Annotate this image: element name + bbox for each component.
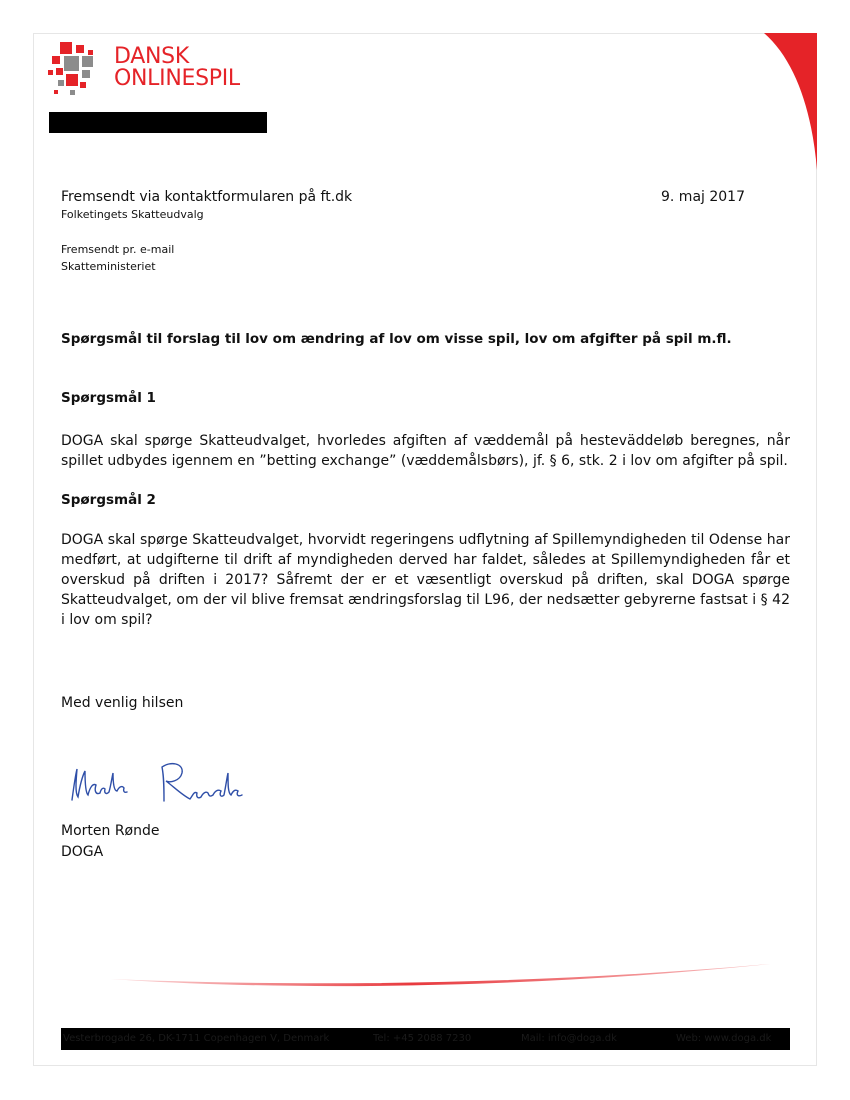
bottom-swoosh — [110, 955, 790, 995]
recipient-1: Folketingets Skatteudvalg — [61, 208, 204, 221]
signature-image — [60, 755, 260, 825]
logo-mark-icon — [46, 40, 108, 102]
redaction-bar — [49, 112, 267, 133]
question-2-body: DOGA skal spørge Skatteudvalget, hvorvidt regeringens udflytning af Spillemyndigheden til Odense har medført, at udgifterne til drift af myndigheden derved har faldet, således at Spillemyndigheden får et overskud på driften i 2017? Såfremt der er et væsentligt overskud på driften, skal DOGA spørge Skatteudvalget, om der vil blive fremsat ændringsforslag til L96, der nedsætter gebyrerne fastsat i § 42 i lov om spil? — [61, 532, 790, 628]
logo-line-2: ONLINESPIL — [114, 66, 240, 91]
question-1-body: DOGA skal spørge Skatteudvalget, hvorledes afgiften af væddemål på hesteväddeløb beregnes, når spillet udbydes igennem en ”betting exchange” (væddemålsbørs), jf. § 6, stk. 2 i lov om afgifter på spil. — [61, 433, 790, 469]
recipient-2: Skatteministeriet — [61, 260, 156, 273]
question-1-heading: Spørgsmål 1 — [61, 390, 156, 406]
footer-web: Web: www.doga.dk — [676, 1033, 772, 1044]
footer-mail: Mail: info@doga.dk — [521, 1033, 617, 1044]
logo — [46, 40, 266, 104]
closing: Med venlig hilsen — [61, 695, 184, 711]
letter-date: 9. maj 2017 — [661, 189, 745, 205]
question-2-heading: Spørgsmål 2 — [61, 492, 156, 508]
footer-address: Vesterbrogade 26, DK-1711 Copenhagen V, Denmark — [63, 1033, 330, 1044]
footer-bar — [61, 1028, 790, 1050]
logo-line-1: DANSK — [114, 44, 189, 69]
signer-name: Morten Rønde — [61, 823, 160, 839]
sent-email-line: Fremsendt pr. e-mail — [61, 243, 175, 256]
signer-organization: DOGA — [61, 844, 104, 860]
logo-wordmark — [114, 46, 240, 90]
sent-via-line: Fremsendt via kontaktformularen på ft.dk — [61, 189, 353, 205]
footer-phone: Tel: +45 2088 7230 — [373, 1033, 472, 1044]
subject-heading: Spørgsmål til forslag til lov om ændring af lov om visse spil, lov om afgifter på spil m.fl. — [61, 331, 732, 347]
